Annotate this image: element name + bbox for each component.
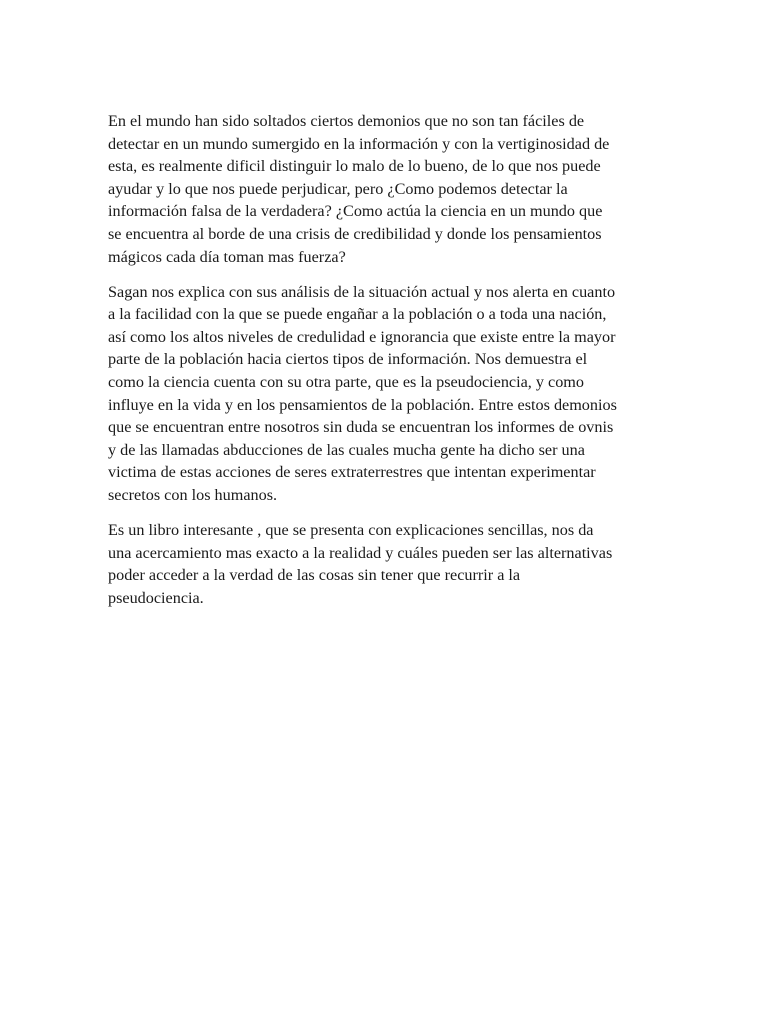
text-line: se encuentra al borde de una crisis de credibilidad y donde los pensamientos (108, 224, 602, 243)
text-line: Es un libro interesante , que se presenta con explicaciones sencillas, nos da (108, 521, 594, 540)
text-line: influye en la vida y en los pensamientos de la población. Entre estos demonios (108, 395, 617, 414)
text-line: secretos con los humanos. (108, 486, 278, 504)
text-line: una acercamiento mas exacto a la realidad y cuáles pueden ser las alternativas (108, 543, 613, 562)
text-line: así como los altos niveles de credulidad e ignorancia que existe entre la mayor (108, 327, 616, 346)
document-body (108, 110, 664, 609)
text-line: mágicos cada día toman mas fuerza? (108, 247, 346, 266)
text-line: como la ciencia cuenta con su otra parte, que es la pseudociencia, y como (108, 373, 584, 392)
text-line: Sagan nos explica con sus análisis de la situación actual y nos alerta en cuanto (108, 282, 616, 301)
text-line: En el mundo han sido soltados ciertos demonios que no son tan fáciles de (108, 112, 585, 130)
text-line: pseudociencia. (108, 588, 204, 607)
paragraph-3 (108, 519, 664, 609)
text-line: información falsa de la verdadera? ¿Como actúa la ciencia en un mundo que (108, 202, 603, 221)
paragraph-1 (108, 110, 664, 268)
text-line: y de las llamadas abducciones de las cuales mucha gente ha dicho ser una (108, 440, 585, 459)
text-line: a la facilidad con la que se puede engañar a la población o a toda una nación, (108, 305, 607, 324)
text-line: victima de estas acciones de seres extraterrestres que intentan experimentar (108, 463, 596, 482)
text-line: poder acceder a la verdad de las cosas sin tener que recurrir a la (108, 566, 521, 585)
text-line: parte de la población hacia ciertos tipos de información. Nos demuestra el (108, 350, 588, 369)
text-line: ayudar y lo que nos puede perjudicar, pero ¿Como podemos detectar la (108, 179, 568, 198)
paragraph-2 (108, 281, 664, 507)
text-line: que se encuentran entre nosotros sin duda se encuentran los informes de ovnis (108, 418, 614, 437)
text-line: esta, es realmente dificil distinguir lo malo de lo bueno, de lo que nos puede (108, 157, 601, 176)
text-line: detectar en un mundo sumergido en la información y con la vertiginosidad de (108, 134, 610, 153)
